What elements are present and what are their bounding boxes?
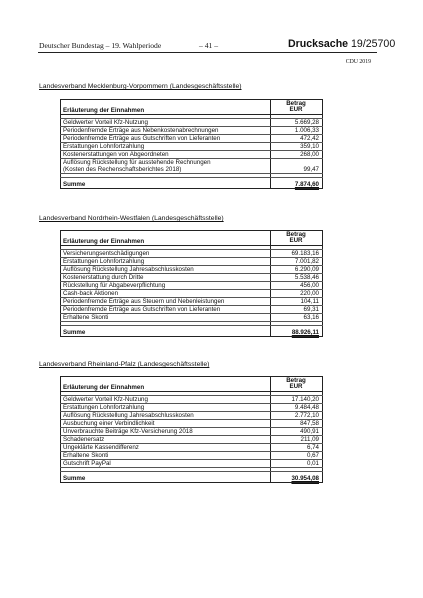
table-row: Cash-back Aktionen 220,00 [61, 290, 323, 298]
page-number: – 41 – [199, 41, 218, 50]
income-table-rp [60, 376, 323, 483]
table-row: Periodenfremde Erträge aus Nebenkostenabrechnungen 1.006,33 [61, 127, 323, 135]
table-row: Periodenfremde Erträge aus Gutschriften von Lieferanten 472,42 [61, 135, 323, 143]
table-row: Erhaltene Skonti 0,67 [61, 452, 323, 460]
column-header-amount: Betrag EUR [271, 100, 323, 115]
table-row: Geldwerter Vorteil Kfz-Nutzung 5.669,28 [61, 119, 323, 127]
column-header-description: Erläuterung der Einnahmen [61, 231, 271, 246]
sum-label: Summe [61, 472, 271, 483]
table-sum-row [61, 326, 323, 337]
column-header-amount: Betrag EUR [271, 231, 323, 246]
sum-label: Summe [61, 178, 271, 189]
section-title-rp: Landesverband Rheinland-Pfalz (Landesgeschäftsstelle) [39, 361, 210, 368]
document-number-value: 19/25700 [351, 38, 396, 50]
table-header [61, 100, 323, 115]
table-row: Unverbrauchte Beiträge Kfz-Versicherung 2018 490,91 [61, 428, 323, 436]
table-row: Kostenerstattung durch Dritte 5.538,46 [61, 274, 323, 282]
table-row: Auflösung Rückstellung Jahresabschlusskosten 6.290,09 [61, 266, 323, 274]
table-row: Gutschrift PayPal 0,01 [61, 460, 323, 468]
sum-value: 30.954,08 [271, 472, 323, 483]
column-header-amount: Betrag EUR [271, 377, 323, 392]
table-sum-row [61, 178, 323, 189]
table-row: Erstattungen Lohnfortzahlung 359,10 [61, 143, 323, 151]
table-row: Ausbuchung einer Verbindlichkeit 847,58 [61, 420, 323, 428]
section-title-mv: Landesverband Mecklenburg-Vorpommern (Landesgeschäftsstelle) [39, 83, 242, 90]
document-label: Drucksache [288, 38, 349, 50]
table-sum-row [61, 472, 323, 483]
table-header [61, 377, 323, 392]
table-row: Rückstellung für Abgabeverpflichtung 456,00 [61, 282, 323, 290]
table-row: Auflösung Rückstellung Jahresabschlusskosten 2.772,10 [61, 412, 323, 420]
table-row: Ungeklärte Kassendifferenz 6,74 [61, 444, 323, 452]
table-row: Versicherungsentschädigungen 69.183,16 [61, 250, 323, 258]
table-row: Erhaltene Skonti 63,16 [61, 314, 323, 322]
column-header-description: Erläuterung der Einnahmen [61, 377, 271, 392]
sum-label: Summe [61, 326, 271, 337]
header-parliament: Deutscher Bundestag – 19. Wahlperiode [39, 41, 162, 50]
sum-value: 88.926,11 [271, 326, 323, 337]
table-row: Auflösung Rückstellung für ausstehende Rechnungen (Kosten des Rechenschaftsberichtes 2018) 99,47 [61, 159, 323, 174]
section-title-nrw: Landesverband Nordrhein-Westfalen (Landesgeschäftsstelle) [39, 215, 224, 222]
table-row: Schadenersatz 211,09 [61, 436, 323, 444]
table-row: Kostenerstattungen von Abgeordneten 268,00 [61, 151, 323, 159]
column-header-description: Erläuterung der Einnahmen [61, 100, 271, 115]
table-row: Erstattungen Lohnfortzahlung 7.001,82 [61, 258, 323, 266]
document-number [288, 38, 395, 50]
income-table-nrw [60, 230, 323, 337]
sum-value: 7.874,60 [271, 178, 323, 189]
table-row: Periodenfremde Erträge aus Gutschriften von Lieferanten 69,31 [61, 306, 323, 314]
report-subheader: CDU 2019 [345, 59, 371, 65]
header-divider [38, 52, 377, 53]
table-row: Geldwerter Vorteil Kfz-Nutzung 17.140,20 [61, 396, 323, 404]
table-header [61, 231, 323, 246]
table-row: Periodenfremde Erträge aus Steuern und Nebenleistungen 104,11 [61, 298, 323, 306]
income-table-mv [60, 99, 323, 189]
table-row: Erstattungen Lohnfortzahlung 9.484,48 [61, 404, 323, 412]
